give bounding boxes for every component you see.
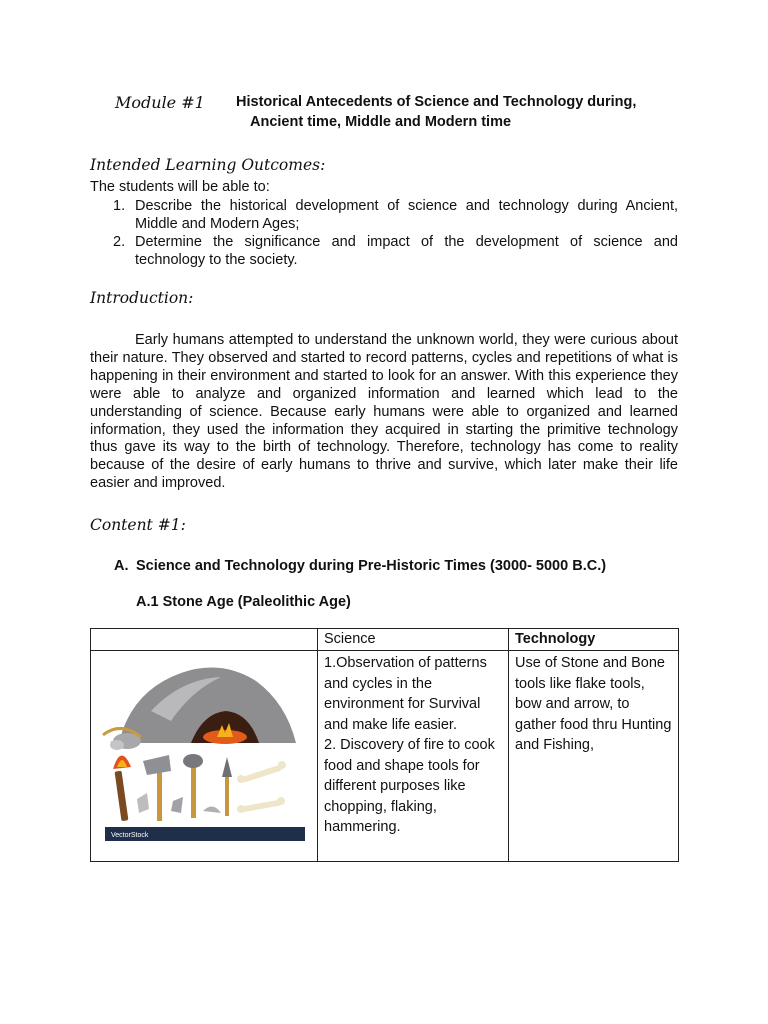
list-item: 2. Determine the significance and impact of the development of science and technology to the society. <box>113 234 678 268</box>
module-label: Module #1 <box>115 93 205 112</box>
header-technology: Technology <box>509 629 679 651</box>
stone-age-illustration <box>91 651 317 857</box>
torch-icon <box>115 771 129 821</box>
content-heading: Content #1: <box>90 516 186 534</box>
subsection-title: A.1 Stone Age (Paleolithic Age) <box>136 594 351 610</box>
module-title-line2: Ancient time, Middle and Modern time <box>250 114 512 130</box>
science-cell: 1.Observation of patterns and cycles in the environment for Survival and make life easier. 2. Discovery of fire to cook food and shape tools for different purposes like chopping, flaking, hammering. <box>318 651 509 862</box>
header-empty <box>91 629 318 651</box>
section-a-marker: A. <box>114 558 129 574</box>
table-row <box>91 651 679 862</box>
section-a-title: Science and Technology during Pre-Historic Times (3000- 5000 B.C.) <box>136 558 607 574</box>
outcomes-heading: Intended Learning Outcomes: <box>90 156 326 174</box>
introduction-heading: Introduction: <box>90 289 194 307</box>
spear-icon <box>225 776 229 816</box>
outcomes-lead: The students will be able to: <box>90 179 270 195</box>
bone-icon <box>237 761 286 813</box>
image-cell <box>91 651 318 862</box>
introduction-body: Early humans attempted to understand the unknown world, they were curious about their nature. They observed and started to record patterns, cycles and repetitions of what is happening in their environment and started to look for an answer. With this experience they were able to analyze and organized information and learned which lead to the understanding of science. Because early humans were able to organized and learned information, they used the information they acquired in starting the primitive technology thus gave its way to the birth of technology. Therefore, technology has come to reality because of the desire of early humans to thrive and survive, which later make their life easier and improved. <box>90 332 678 492</box>
watermark-text: VectorStock <box>111 832 149 839</box>
module-title-line1: Historical Antecedents of Science and Technology during, <box>236 94 637 110</box>
stone-age-table <box>90 628 679 862</box>
outcomes-list <box>90 197 678 269</box>
table-header-row <box>91 629 679 651</box>
technology-cell: Use of Stone and Bone tools like flake tools, bow and arrow, to gather food thru Hunting and Fishing, <box>509 651 679 862</box>
header-science: Science <box>318 629 509 651</box>
hammer-icon <box>191 763 196 818</box>
list-item: 1. Describe the historical development of science and technology during Ancient, Middle and Modern Ages; <box>113 198 678 232</box>
